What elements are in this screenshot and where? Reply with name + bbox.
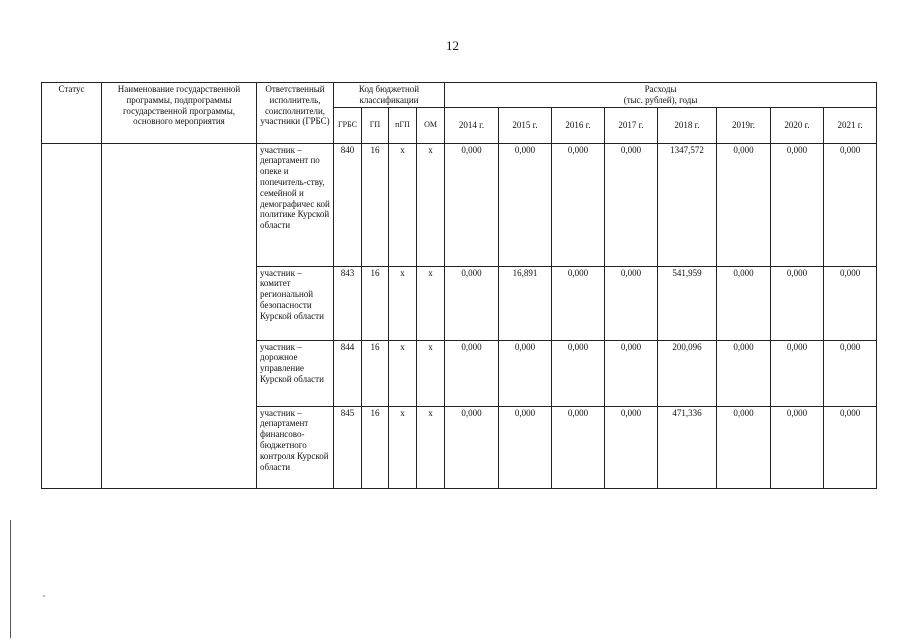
expense-cell-0: 0,000 (445, 406, 499, 488)
expense-cell-2: 0,000 (552, 143, 605, 266)
scan-dot (43, 595, 45, 597)
executor-cell: участник – департамент по опеке и попечитель-ству, семейной и демографичес кой политике Курской области (257, 143, 334, 266)
executor-cell: участник – дорожное управление Курской области (257, 340, 334, 406)
pgp-cell: х (389, 340, 417, 406)
header-year-6: 2020 г. (771, 107, 824, 143)
gp-cell: 16 (362, 340, 389, 406)
pgp-cell: х (389, 266, 417, 340)
om-cell: х (417, 143, 445, 266)
header-expenses (445, 83, 877, 108)
expense-cell-5: 0,000 (717, 143, 771, 266)
header-year-4: 2018 г. (658, 107, 717, 143)
expense-cell-4: 1347,572 (658, 143, 717, 266)
expense-cell-1: 0,000 (499, 340, 552, 406)
table-row (42, 143, 877, 266)
expense-cell-3: 0,000 (605, 266, 658, 340)
expense-cell-0: 0,000 (445, 340, 499, 406)
expense-cell-6: 0,000 (771, 266, 824, 340)
expense-cell-2: 0,000 (552, 266, 605, 340)
expense-cell-1: 16,891 (499, 266, 552, 340)
expense-cell-4: 471,336 (658, 406, 717, 488)
header-code-2: пГП (389, 107, 417, 143)
program-name-cell (102, 143, 257, 488)
header-program-name: Наименование государственной программы, подпрограммы государственной программы, основного мероприятия (102, 83, 257, 144)
header-code-1: ГП (362, 107, 389, 143)
expense-cell-1: 0,000 (499, 143, 552, 266)
header-year-0: 2014 г. (445, 107, 499, 143)
grbs-cell: 840 (334, 143, 362, 266)
header-executor: Ответственный исполнитель, соисполнители, участники (ГРБС) (257, 83, 334, 144)
budget-table (41, 82, 877, 489)
expense-cell-0: 0,000 (445, 266, 499, 340)
grbs-cell: 843 (334, 266, 362, 340)
header-year-2: 2016 г. (552, 107, 605, 143)
expense-cell-7: 0,000 (824, 143, 877, 266)
gp-cell: 16 (362, 406, 389, 488)
gp-cell: 16 (362, 143, 389, 266)
header-expenses-title: Расходы (644, 84, 677, 94)
header-status: Статус (42, 83, 102, 144)
header-year-3: 2017 г. (605, 107, 658, 143)
expense-cell-7: 0,000 (824, 340, 877, 406)
expense-cell-6: 0,000 (771, 340, 824, 406)
grbs-cell: 844 (334, 340, 362, 406)
margin-line (10, 520, 11, 638)
expense-cell-5: 0,000 (717, 266, 771, 340)
pgp-cell: х (389, 406, 417, 488)
header-year-1: 2015 г. (499, 107, 552, 143)
expense-cell-5: 0,000 (717, 340, 771, 406)
header-year-5: 2019г. (717, 107, 771, 143)
expense-cell-3: 0,000 (605, 406, 658, 488)
expense-cell-7: 0,000 (824, 406, 877, 488)
expense-cell-3: 0,000 (605, 340, 658, 406)
executor-cell: участник – департамент финансово-бюджетного контроля Курской области (257, 406, 334, 488)
om-cell: х (417, 340, 445, 406)
om-cell: х (417, 266, 445, 340)
header-code-3: ОМ (417, 107, 445, 143)
expense-cell-5: 0,000 (717, 406, 771, 488)
executor-cell: участник – комитет региональной безопасности Курской области (257, 266, 334, 340)
header-code-0: ГРБС (334, 107, 362, 143)
expense-cell-1: 0,000 (499, 406, 552, 488)
header-year-7: 2021 г. (824, 107, 877, 143)
expense-cell-2: 0,000 (552, 340, 605, 406)
expense-cell-3: 0,000 (605, 143, 658, 266)
expense-cell-4: 541,959 (658, 266, 717, 340)
header-expenses-unit: (тыс. рублей), годы (623, 94, 698, 105)
expense-cell-0: 0,000 (445, 143, 499, 266)
grbs-cell: 845 (334, 406, 362, 488)
pgp-cell: х (389, 143, 417, 266)
expense-cell-2: 0,000 (552, 406, 605, 488)
page-number: 12 (446, 38, 459, 53)
status-cell (42, 143, 102, 488)
expense-cell-6: 0,000 (771, 143, 824, 266)
gp-cell: 16 (362, 266, 389, 340)
om-cell: х (417, 406, 445, 488)
expense-cell-7: 0,000 (824, 266, 877, 340)
expense-cell-6: 0,000 (771, 406, 824, 488)
header-budget-code: Код бюджетной классификации (334, 83, 445, 108)
expense-cell-4: 200,096 (658, 340, 717, 406)
